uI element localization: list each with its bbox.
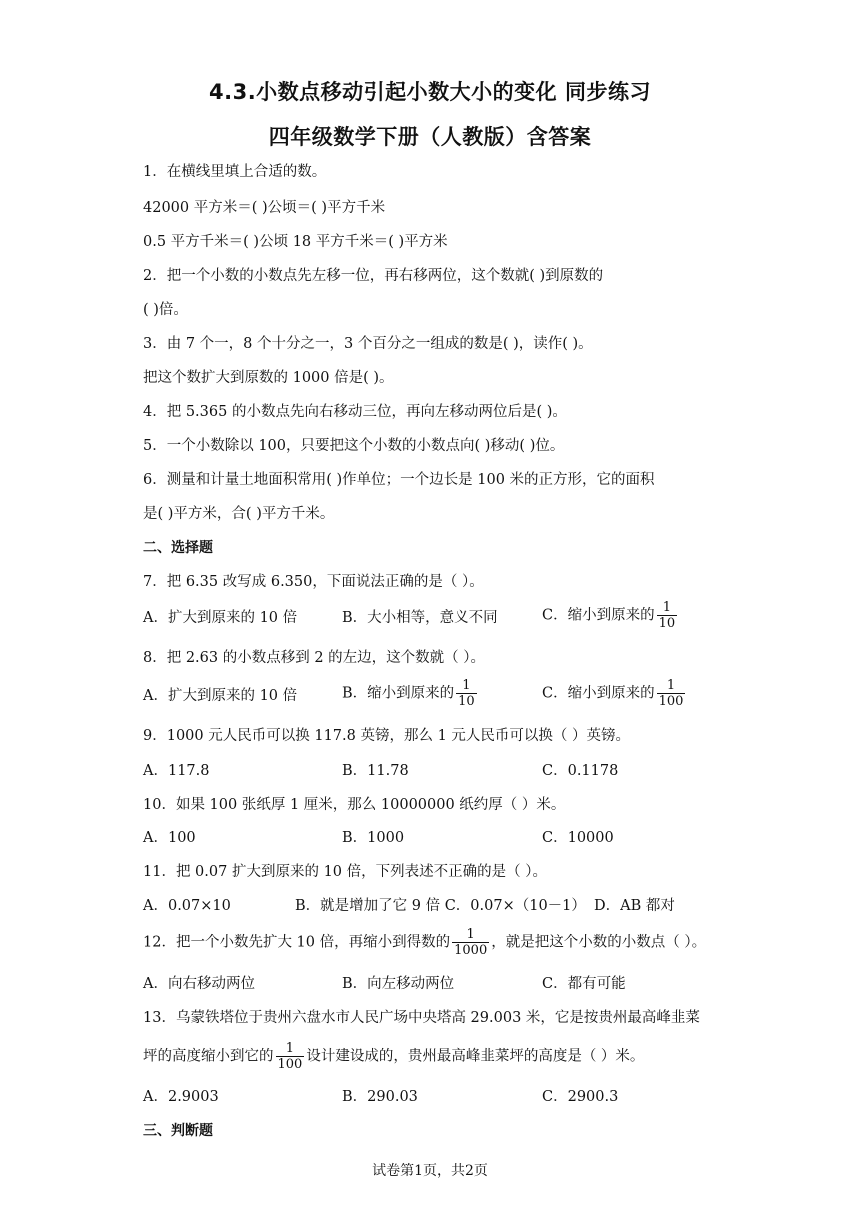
q7-option-a: A．扩大到原来的 10 倍 [143,610,298,626]
page-footer: 试卷第1页，共2页 [372,1163,488,1179]
question-12-text-end: ，就是把这个小数的小数点（ ）。 [491,934,707,951]
fraction-numerator: 1 [466,927,475,942]
q12-option-a: A．向右移动两位 [143,976,255,992]
question-11: 11．把 0.07 扩大到原来的 10 倍，下列表述不正确的是（ ）。 [143,864,547,880]
q11-option-a: A．0.07×10 [143,898,231,914]
q8-option-c-text: C．缩小到原来的 [542,685,655,702]
question-2-cont: ( )倍。 [143,302,188,318]
q8b-fraction [456,678,477,709]
q13-option-b: B．290.03 [342,1089,418,1105]
question-2: 2．把一个小数的小数点先左移一位，再右移两位，这个数就( )到原数的 [143,268,604,284]
question-10: 10．如果 100 张纸厚 1 厘米，那么 10000000 纸约厚（ ）米。 [143,797,566,813]
q12-fraction [452,927,489,958]
question-13-text: 坪的高度缩小到它的 [143,1048,274,1065]
q11-option-d: D．AB 都对 [594,898,675,914]
q12-option-b: B．向左移动两位 [342,976,455,992]
fraction-numerator: 1 [662,600,672,615]
q7-fraction [657,600,678,631]
page-subtitle: 四年级数学下册（人教版）含答案 [268,125,592,149]
q9-option-a: A．117.8 [143,763,210,779]
q12-option-c: C．都有可能 [542,976,626,992]
question-3: 3．由 7 个一，8 个十分之一，3 个百分之一组成的数是( )，读作( )。 [143,336,593,352]
question-9: 9．1000 元人民币可以换 117.8 英镑，那么 1 元人民币可以换（ ）英镑。 [143,728,631,744]
question-1-line-b: 0.5 平方千米＝( )公顷 18 平方千米＝( )平方米 [143,234,448,250]
q13-fraction [276,1041,305,1072]
q8-option-a: A．扩大到原来的 10 倍 [143,688,298,704]
question-5: 5．一个小数除以 100，只要把这个小数的小数点向( )移动( )位。 [143,438,565,454]
fraction-denominator: 10 [658,616,676,631]
fraction-denominator: 100 [277,1057,303,1072]
q9-option-b: B．11.78 [342,763,409,779]
question-6-cont: 是( )平方米，合( )平方千米。 [143,506,335,522]
question-7: 7．把 6.35 改写成 6.350，下面说法正确的是（ ）。 [143,574,484,590]
q10-option-c: C．10000 [542,830,614,846]
question-6: 6．测量和计量土地面积常用( )作单位；一个边长是 100 米的正方形，它的面积 [143,472,655,488]
fraction-numerator: 1 [666,678,676,693]
section-heading-judgement: 三、判断题 [143,1123,213,1139]
fraction-denominator: 100 [658,694,684,709]
q9-option-c: C．0.1178 [542,763,619,779]
q11-option-b-c: B．就是增加了它 9 倍 C．0.07×（10－1） [295,898,586,914]
question-13-text-end: 设计建设成的，贵州最高峰韭菜坪的高度是（ ）米。 [306,1048,645,1065]
q7-option-b: B．大小相等，意义不同 [342,610,498,626]
fraction-numerator: 1 [285,1041,295,1056]
question-3-cont: 把这个数扩大到原数的 1000 倍是( )。 [143,370,394,386]
q8-option-c [542,678,687,709]
question-1: 1．在横线里填上合适的数。 [143,164,327,180]
question-12 [143,927,706,958]
question-1-line-a: 42000 平方米＝( )公顷＝( )平方千米 [143,200,386,216]
q8-option-b [342,678,479,709]
page-title: 4.3.小数点移动引起小数大小的变化 同步练习 [209,80,651,104]
section-heading-choice: 二、选择题 [143,540,213,556]
q8-option-b-text: B．缩小到原来的 [342,685,455,702]
q13-option-a: A．2.9003 [143,1089,219,1105]
fraction-denominator: 1000 [454,943,488,958]
question-13: 13．乌蒙铁塔位于贵州六盘水市人民广场中央塔高 29.003 米，它是按贵州最高峰韭菜 [143,1010,700,1026]
question-8: 8．把 2.63 的小数点移到 2 的左边，这个数就（ ）。 [143,650,486,666]
question-12-text: 12．把一个小数先扩大 10 倍，再缩小到得数的 [143,934,451,951]
question-13-cont [143,1041,644,1072]
q13-option-c: C．2900.3 [542,1089,619,1105]
q7-option-c-text: C．缩小到原来的 [542,607,655,624]
q10-option-b: B．1000 [342,830,405,846]
q10-option-a: A．100 [143,830,196,846]
fraction-numerator: 1 [462,678,471,693]
fraction-denominator: 10 [458,694,475,709]
q8c-fraction [657,678,686,709]
q7-option-c [542,600,679,631]
question-4: 4．把 5.365 的小数点先向右移动三位，再向左移动两位后是( )。 [143,404,567,420]
